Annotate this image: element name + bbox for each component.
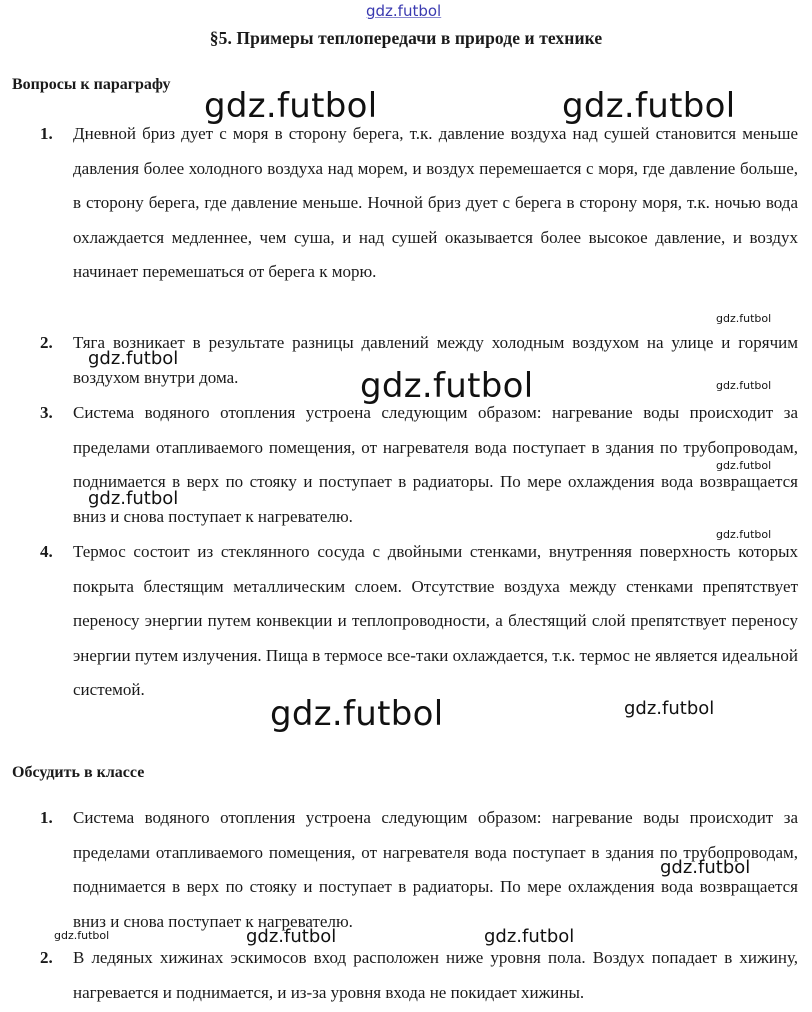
item-text: Тяга возникает в результате разницы давлений между холодным воздухом на улице и горячим воздухом внутри дома. [73, 333, 798, 387]
item-text: Система водяного отопления устроена следующим образом: нагревание воды происходит за пределами отапливаемого помещения, от нагревателя вода поступает в здания по трубопроводам, поднимается в верх по стояку и поступает в радиаторы. По мере охлаждения вода возвращается вниз и снова поступает к нагревателю. [73, 808, 798, 931]
item-number: 4. [40, 542, 53, 561]
watermark: gdz.futbol [624, 698, 715, 719]
watermark: gdz.futbol [716, 528, 772, 541]
item-number: 1. [40, 808, 53, 827]
item-text: Система водяного отопления устроена следующим образом: нагревание воды происходит за пределами отапливаемого помещения, от нагревателя вода поступает в здания по трубопроводам, поднимается в верх по стояку и поступает в радиаторы. По мере охлаждения вода возвращается вниз и снова поступает к нагревателю. [73, 403, 798, 526]
item-text: Дневной бриз дует с моря в сторону берега, т.к. давление воздуха над сушей становится меньше давления более холодного воздуха над морем, и воздух перемешается с моря, где давление больше, в сторону берега, где давление меньше. Ночной бриз дует с берега в сторону моря, т.к. ночью вода охлаждается медленнее, чем суша, и над сушей оказывается более высокое давление, и воздух начинает перемешаться от берега к морю. [73, 124, 798, 282]
watermark: gdz.futbol [660, 857, 751, 878]
header-watermark-link[interactable]: gdz.futbol [366, 2, 442, 20]
watermark: gdz.futbol [716, 459, 772, 472]
item-number: 1. [40, 124, 53, 143]
watermark: gdz.futbol [716, 379, 772, 392]
watermark: gdz.futbol [716, 312, 772, 325]
watermark: gdz.futbol [246, 926, 337, 947]
watermark: gdz.futbol [360, 366, 534, 406]
item-text: В ледяных хижинах эскимосов вход расположен ниже уровня пола. Воздух попадает в хижину, нагревается и поднимается, и из-за уровня входа не покидает хижины. [73, 948, 798, 1002]
item-text: Термос состоит из стеклянного сосуда с двойными стенками, внутренняя поверхность которых покрыта блестящим металлическим слоем. Отсутствие воздуха между стенками препятствует переносу энергии путем конвекции и теплопроводности, а блестящий слой препятствует переносу энергии путем излучения. Пища в термосе все-таки охлаждается, т.к. термос не является идеальной системой. [73, 542, 798, 700]
watermark: gdz.futbol [270, 694, 444, 734]
watermark: gdz.futbol [204, 86, 378, 126]
item-number: 2. [40, 333, 53, 352]
watermark: gdz.futbol [88, 348, 179, 369]
watermark: gdz.futbol [484, 926, 575, 947]
section-heading-discuss: Обсудить в классе [12, 764, 145, 781]
watermark: gdz.futbol [562, 86, 736, 126]
page-title: §5. Примеры теплопередачи в природе и технике [209, 28, 603, 48]
watermark: gdz.futbol [88, 488, 179, 509]
section-heading-questions: Вопросы к параграфу [12, 76, 171, 93]
watermark: gdz.futbol [54, 929, 110, 942]
item-number: 3. [40, 403, 53, 422]
item-number: 2. [40, 948, 53, 967]
